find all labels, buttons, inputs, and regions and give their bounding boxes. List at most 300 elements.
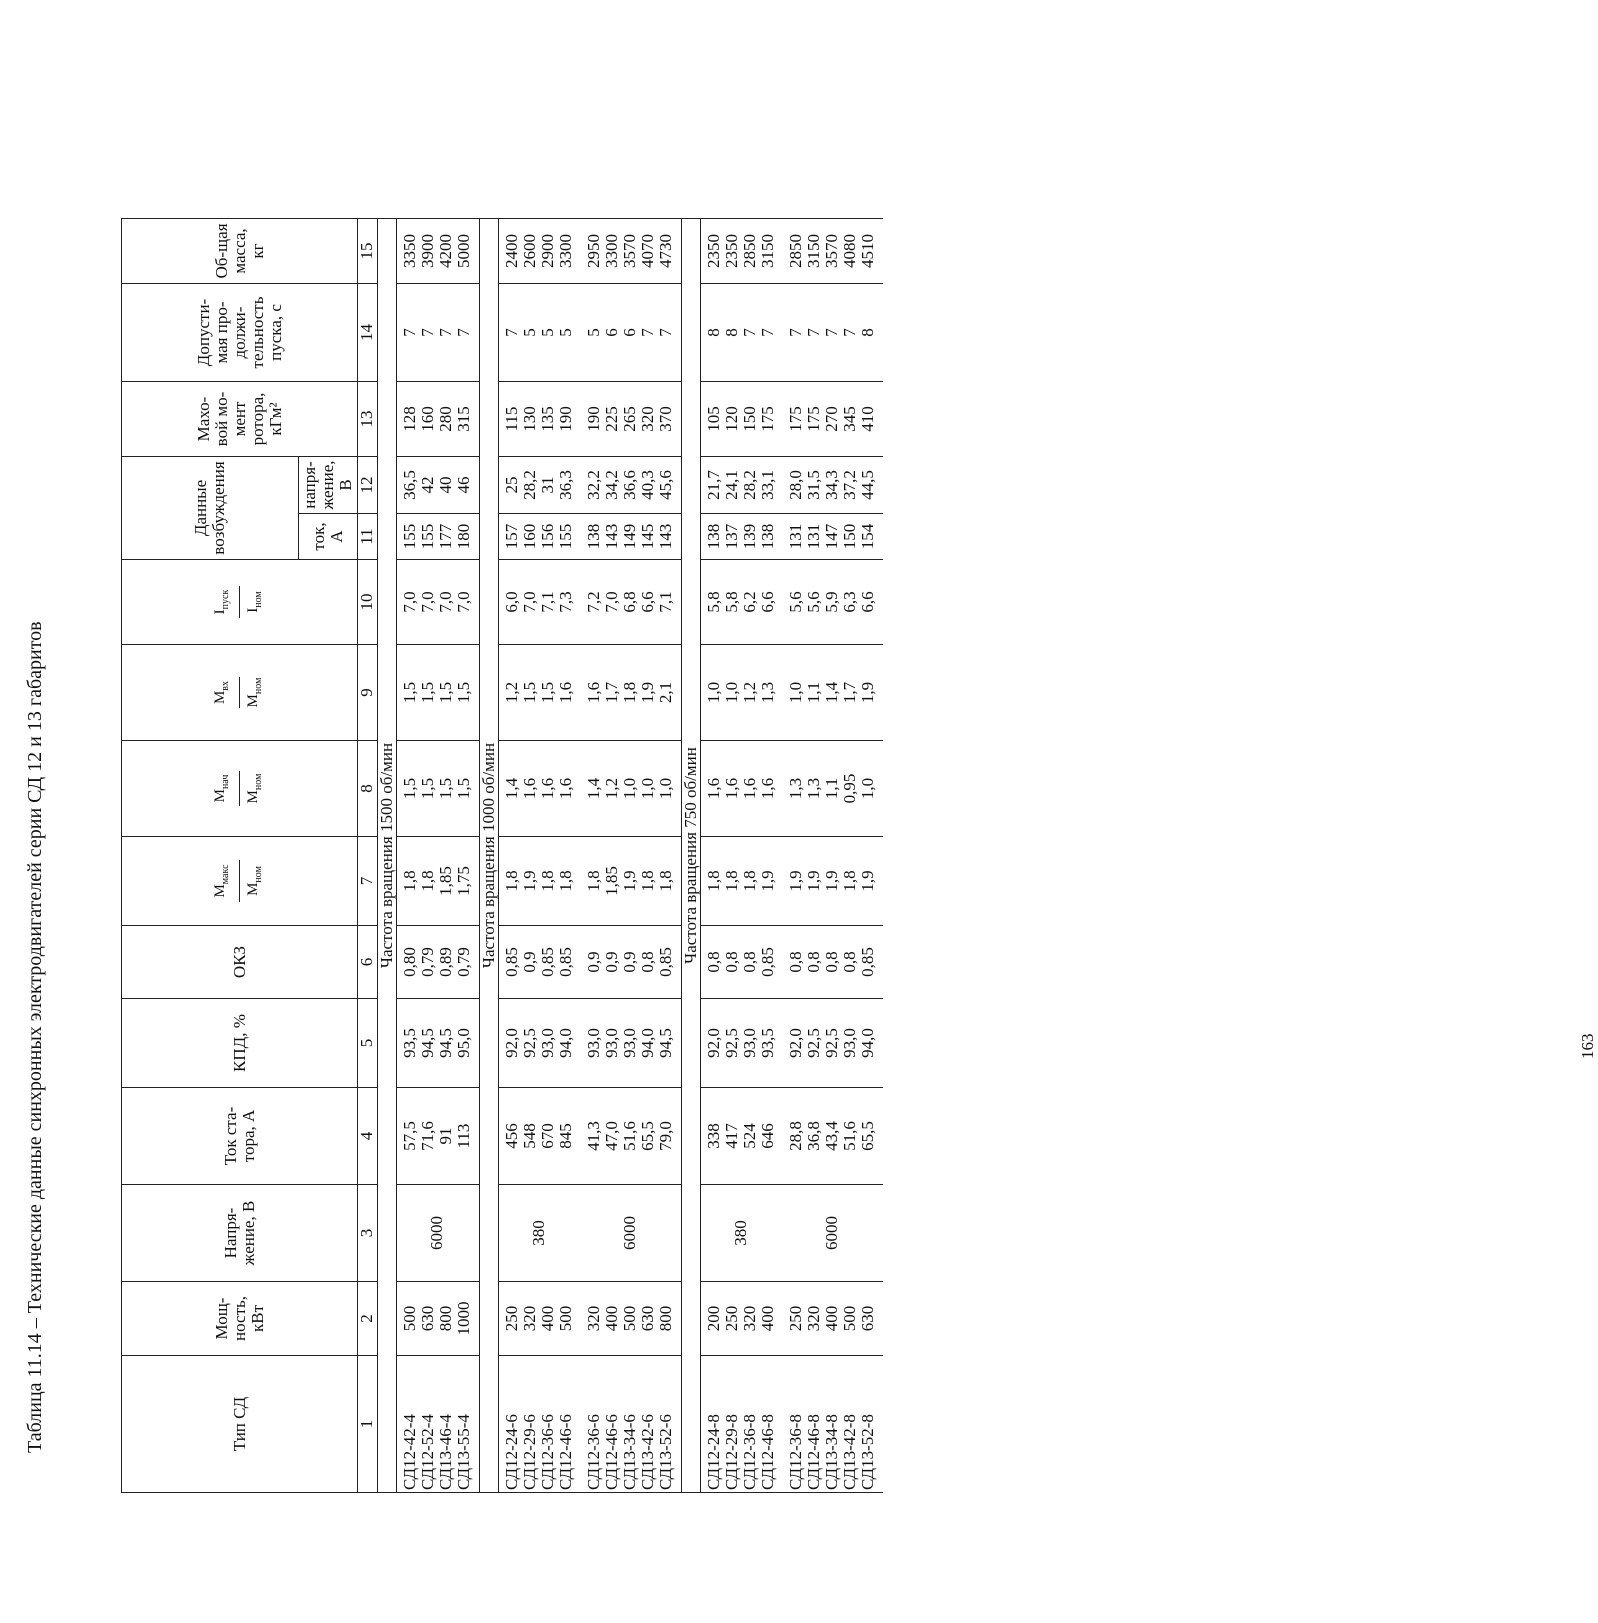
table-cell bbox=[581, 837, 682, 926]
cell-value: СД13-42-6 bbox=[638, 1414, 657, 1490]
table-cell bbox=[701, 1088, 784, 1185]
cell-value: СД12-46-6 bbox=[602, 1414, 621, 1490]
cell-value: 7,0 bbox=[520, 591, 539, 613]
cell-value: 320 bbox=[804, 1305, 823, 1332]
table-cell bbox=[499, 1356, 582, 1493]
cell-value: 92,0 bbox=[786, 1028, 805, 1058]
cell-value: 7 bbox=[804, 328, 823, 337]
cell-value: 370 bbox=[656, 406, 675, 432]
cell-value: 1,6 bbox=[740, 777, 759, 800]
cell-value: СД12-42-4 bbox=[400, 1414, 419, 1490]
header-min-ratio: $М_{вх}$ $М_{ном}$ bbox=[122, 645, 358, 741]
cell-value: 5000 bbox=[454, 234, 473, 268]
cell-value: 2350 bbox=[722, 234, 741, 268]
cell-value: 95,0 bbox=[454, 1028, 473, 1058]
table-cell bbox=[783, 1356, 883, 1493]
cell-value: СД13-42-8 bbox=[840, 1414, 859, 1490]
cell-value: 1,8 bbox=[538, 870, 557, 892]
table-cell bbox=[783, 514, 883, 560]
table-cell bbox=[499, 741, 582, 837]
cell-value: 0,8 bbox=[740, 951, 759, 973]
table-cell bbox=[701, 926, 784, 999]
cell-value: 149 bbox=[620, 523, 639, 550]
section-header-row bbox=[682, 219, 701, 1493]
cell-value: 28,0 bbox=[786, 470, 805, 500]
cell-value: 0,8 bbox=[822, 951, 841, 973]
cell-value: 190 bbox=[556, 406, 575, 432]
cell-value: 0,85 bbox=[758, 947, 777, 977]
table-cell bbox=[581, 560, 682, 645]
cell-value: 2,1 bbox=[656, 681, 675, 704]
cell-value: 1,8 bbox=[400, 870, 419, 892]
cell-value: 0,79 bbox=[418, 947, 437, 977]
cell-value: 93,5 bbox=[758, 1028, 777, 1058]
cell-value: 1,9 bbox=[638, 681, 657, 704]
cell-value: 3150 bbox=[758, 234, 777, 268]
section-title: Частота вращения 1500 об/мин bbox=[378, 219, 397, 1493]
cell-value: 1,5 bbox=[520, 681, 539, 704]
cell-value: 5,8 bbox=[704, 591, 723, 613]
header-istart-ratio: $I_{пуск}$ $I_{ном}$ bbox=[122, 560, 358, 645]
cell-value: 46 bbox=[454, 476, 473, 494]
cell-value: 92,5 bbox=[520, 1028, 539, 1058]
cell-value: 147 bbox=[822, 523, 841, 550]
cell-value: 6,6 bbox=[758, 591, 777, 613]
cell-value: 4510 bbox=[858, 234, 877, 268]
cell-value: 36,8 bbox=[804, 1121, 823, 1151]
cell-value: 2850 bbox=[740, 234, 759, 268]
column-number: 8 bbox=[358, 741, 378, 837]
table-cell bbox=[397, 645, 480, 741]
cell-value: 1,0 bbox=[704, 681, 723, 704]
table-cell bbox=[701, 999, 784, 1088]
header-mass: Об-щая масса, кг bbox=[122, 219, 358, 284]
cell-value: 7 bbox=[840, 328, 859, 337]
table-row bbox=[783, 219, 883, 1493]
cell-value: 92,0 bbox=[704, 1028, 723, 1058]
table-cell bbox=[783, 457, 883, 514]
cell-value: 1,0 bbox=[656, 777, 675, 800]
voltage-cell: 380 bbox=[701, 1185, 784, 1282]
cell-value: 1,5 bbox=[400, 681, 419, 704]
cell-value: 113 bbox=[454, 1123, 473, 1149]
table-cell bbox=[499, 382, 582, 457]
table-cell bbox=[499, 999, 582, 1088]
cell-value: 1,5 bbox=[538, 681, 557, 704]
cell-value: 34,3 bbox=[822, 470, 841, 500]
cell-value: 1,4 bbox=[502, 777, 521, 800]
table-cell bbox=[783, 219, 883, 284]
table-cell bbox=[397, 382, 480, 457]
cell-value: 630 bbox=[638, 1305, 657, 1332]
cell-value: 1,1 bbox=[804, 681, 823, 704]
table-cell bbox=[499, 560, 582, 645]
cell-value: 28,2 bbox=[740, 470, 759, 500]
cell-value: 280 bbox=[436, 406, 455, 432]
cell-value: 156 bbox=[538, 523, 557, 550]
cell-value: 225 bbox=[602, 406, 621, 432]
cell-value: 1,9 bbox=[858, 681, 877, 704]
cell-value: 0,85 bbox=[556, 947, 575, 977]
cell-value: 410 bbox=[858, 406, 877, 432]
cell-value: 36,3 bbox=[556, 470, 575, 500]
cell-value: 143 bbox=[656, 523, 675, 550]
row-group bbox=[499, 219, 582, 1493]
cell-value: 7 bbox=[638, 328, 657, 337]
cell-value: 51,6 bbox=[620, 1121, 639, 1151]
cell-value: 4730 bbox=[656, 234, 675, 268]
table-cell bbox=[701, 560, 784, 645]
cell-value: 41,3 bbox=[584, 1121, 603, 1151]
cell-value: 200 bbox=[704, 1305, 723, 1332]
table-cell bbox=[397, 1088, 480, 1185]
cell-value: 0,85 bbox=[858, 947, 877, 977]
cell-value: 400 bbox=[602, 1305, 621, 1332]
cell-value: 250 bbox=[786, 1305, 805, 1332]
cell-value: 51,6 bbox=[840, 1121, 859, 1151]
cell-value: 1,6 bbox=[722, 777, 741, 800]
cell-value: 3900 bbox=[418, 234, 437, 268]
cell-value: 7 bbox=[436, 328, 455, 337]
cell-value: 24,1 bbox=[722, 470, 741, 500]
cell-value: 0,85 bbox=[502, 947, 521, 977]
cell-value: 0,8 bbox=[786, 951, 805, 973]
cell-value: 150 bbox=[840, 523, 859, 550]
cell-value: 7 bbox=[454, 328, 473, 337]
cell-value: 1,85 bbox=[602, 866, 621, 896]
cell-value: 1,8 bbox=[502, 870, 521, 892]
cell-value: 91 bbox=[436, 1127, 455, 1145]
column-number: 10 bbox=[358, 560, 378, 645]
cell-value: 1,7 bbox=[602, 681, 621, 704]
cell-value: 7 bbox=[740, 328, 759, 337]
cell-value: 1,5 bbox=[454, 681, 473, 704]
table-cell bbox=[499, 457, 582, 514]
cell-value: 7 bbox=[400, 328, 419, 337]
cell-value: 25 bbox=[502, 476, 521, 494]
cell-value: 0,79 bbox=[454, 947, 473, 977]
specs-table bbox=[121, 218, 883, 1493]
table-row bbox=[701, 219, 784, 1493]
cell-value: 128 bbox=[400, 406, 419, 432]
cell-value: 150 bbox=[740, 406, 759, 432]
cell-value: 1,9 bbox=[786, 870, 805, 892]
cell-value: 5,9 bbox=[822, 591, 841, 613]
cell-value: 105 bbox=[704, 406, 723, 432]
table-cell bbox=[783, 926, 883, 999]
cell-value: 6,6 bbox=[638, 591, 657, 613]
column-number: 13 bbox=[358, 382, 378, 457]
table-cell bbox=[783, 741, 883, 837]
cell-value: 37,2 bbox=[840, 470, 859, 500]
cell-value: 175 bbox=[758, 406, 777, 432]
cell-value: 1,4 bbox=[584, 777, 603, 800]
header-start-time: Допусти-мая про-должи-тельность пуска, с bbox=[122, 284, 358, 382]
cell-value: 800 bbox=[656, 1305, 675, 1332]
table-row bbox=[499, 219, 582, 1493]
section-header-row bbox=[480, 219, 499, 1493]
cell-value: 0,8 bbox=[638, 951, 657, 973]
table-cell bbox=[581, 457, 682, 514]
cell-value: 265 bbox=[620, 406, 639, 432]
cell-value: 94,5 bbox=[436, 1028, 455, 1058]
cell-value: 0,9 bbox=[520, 951, 539, 973]
cell-value: 7 bbox=[822, 328, 841, 337]
cell-value: 1,85 bbox=[436, 866, 455, 896]
cell-value: 1,0 bbox=[722, 681, 741, 704]
table-cell bbox=[701, 284, 784, 382]
cell-value: СД12-24-8 bbox=[704, 1414, 723, 1490]
cell-value: 92,5 bbox=[804, 1028, 823, 1058]
cell-value: 5 bbox=[538, 328, 557, 337]
column-number: 15 bbox=[358, 219, 378, 284]
cell-value: 1,6 bbox=[758, 777, 777, 800]
cell-value: 1,8 bbox=[556, 870, 575, 892]
cell-value: 320 bbox=[584, 1305, 603, 1332]
cell-value: СД13-52-6 bbox=[656, 1414, 675, 1490]
cell-value: 8 bbox=[858, 328, 877, 337]
cell-value: 155 bbox=[418, 523, 437, 550]
cell-value: 2600 bbox=[520, 234, 539, 268]
cell-value: 33,1 bbox=[758, 470, 777, 500]
table-cell bbox=[783, 999, 883, 1088]
table-cell bbox=[581, 219, 682, 284]
header-stator-current: Ток ста-тора, А bbox=[122, 1088, 358, 1185]
cell-value: 93,0 bbox=[620, 1028, 639, 1058]
cell-value: 92,5 bbox=[722, 1028, 741, 1058]
table-cell bbox=[581, 1282, 682, 1356]
table-cell bbox=[701, 837, 784, 926]
cell-value: 1,2 bbox=[602, 777, 621, 800]
table-caption: Таблица 11.14 – Технические данные синхронных электродвигателей серии СД 12 и 13 габаритов bbox=[24, 621, 46, 1453]
cell-value: 1,5 bbox=[454, 777, 473, 800]
cell-value: 93,0 bbox=[602, 1028, 621, 1058]
cell-value: 7,0 bbox=[418, 591, 437, 613]
cell-value: 32,2 bbox=[584, 470, 603, 500]
cell-value: СД12-36-6 bbox=[584, 1414, 603, 1490]
cell-value: 1,3 bbox=[786, 777, 805, 800]
table-cell bbox=[783, 560, 883, 645]
cell-value: 1,5 bbox=[418, 681, 437, 704]
table-cell bbox=[499, 645, 582, 741]
cell-value: 7 bbox=[786, 328, 805, 337]
cell-value: 1,5 bbox=[418, 777, 437, 800]
cell-value: 7,1 bbox=[656, 591, 675, 613]
cell-value: 157 bbox=[502, 523, 521, 550]
cell-value: 21,7 bbox=[704, 470, 723, 500]
cell-value: 93,0 bbox=[538, 1028, 557, 1058]
table-cell bbox=[397, 926, 480, 999]
cell-value: 320 bbox=[520, 1305, 539, 1332]
header-excitation-voltage: напря-жение, В bbox=[299, 457, 358, 514]
table-cell bbox=[701, 1282, 784, 1356]
cell-value: 0,9 bbox=[620, 951, 639, 973]
column-number: 12 bbox=[358, 457, 378, 514]
cell-value: СД12-46-8 bbox=[804, 1414, 823, 1490]
cell-value: 47,0 bbox=[602, 1121, 621, 1151]
cell-value: 0,8 bbox=[704, 951, 723, 973]
cell-value: 1,8 bbox=[638, 870, 657, 892]
header-mstart-ratio: $М_{нач}$ $М_{ном}$ bbox=[122, 741, 358, 837]
column-number: 2 bbox=[358, 1282, 378, 1356]
cell-value: 1,8 bbox=[584, 870, 603, 892]
cell-value: 180 bbox=[454, 523, 473, 550]
table-cell bbox=[783, 284, 883, 382]
cell-value: 500 bbox=[556, 1305, 575, 1332]
column-number: 4 bbox=[358, 1088, 378, 1185]
cell-value: 139 bbox=[740, 523, 759, 550]
cell-value: 154 bbox=[858, 523, 877, 550]
table-cell bbox=[581, 999, 682, 1088]
cell-value: 1,6 bbox=[538, 777, 557, 800]
cell-value: 79,0 bbox=[656, 1121, 675, 1151]
cell-value: 45,6 bbox=[656, 470, 675, 500]
cell-value: 94,5 bbox=[656, 1028, 675, 1058]
cell-value: 92,5 bbox=[822, 1028, 841, 1058]
table-cell bbox=[499, 837, 582, 926]
header-excitation: Данные возбуждения bbox=[122, 457, 299, 560]
cell-value: 1,5 bbox=[400, 777, 419, 800]
cell-value: 6,6 bbox=[858, 591, 877, 613]
cell-value: 138 bbox=[704, 523, 723, 550]
cell-value: 500 bbox=[840, 1305, 859, 1332]
cell-value: 315 bbox=[454, 406, 473, 432]
cell-value: 1,6 bbox=[556, 681, 575, 704]
cell-value: 7,0 bbox=[602, 591, 621, 613]
cell-value: 8 bbox=[722, 328, 741, 337]
cell-value: 3570 bbox=[822, 234, 841, 268]
cell-value: 71,6 bbox=[418, 1121, 437, 1151]
cell-value: 1,0 bbox=[638, 777, 657, 800]
cell-value: 1,9 bbox=[520, 870, 539, 892]
cell-value: 1,6 bbox=[520, 777, 539, 800]
column-numbers-row bbox=[358, 219, 378, 1493]
cell-value: 93,0 bbox=[584, 1028, 603, 1058]
table-cell bbox=[499, 219, 582, 284]
cell-value: 7 bbox=[758, 328, 777, 337]
cell-value: 7,0 bbox=[436, 591, 455, 613]
cell-value: 6,3 bbox=[840, 591, 859, 613]
cell-value: 630 bbox=[418, 1305, 437, 1332]
cell-value: СД12-46-6 bbox=[556, 1414, 575, 1490]
cell-value: 1,75 bbox=[454, 866, 473, 896]
cell-value: 250 bbox=[722, 1305, 741, 1332]
cell-value: 40 bbox=[436, 476, 455, 494]
table-row bbox=[581, 219, 682, 1493]
table-cell bbox=[701, 457, 784, 514]
cell-value: 646 bbox=[758, 1123, 777, 1149]
cell-value: 190 bbox=[584, 406, 603, 432]
cell-value: 800 bbox=[436, 1305, 455, 1332]
cell-value: 7 bbox=[418, 328, 437, 337]
cell-value: 1,8 bbox=[620, 681, 639, 704]
cell-value: 338 bbox=[704, 1123, 723, 1149]
table-cell bbox=[581, 926, 682, 999]
cell-value: СД12-36-6 bbox=[538, 1414, 557, 1490]
cell-value: 0,85 bbox=[656, 947, 675, 977]
table-cell bbox=[701, 514, 784, 560]
cell-value: 40,3 bbox=[638, 470, 657, 500]
cell-value: 7,0 bbox=[400, 591, 419, 613]
cell-value: 130 bbox=[520, 406, 539, 432]
table-cell bbox=[581, 1356, 682, 1493]
cell-value: 94,0 bbox=[858, 1028, 877, 1058]
table-cell bbox=[499, 1282, 582, 1356]
cell-value: 177 bbox=[436, 523, 455, 550]
cell-value: 93,5 bbox=[400, 1028, 419, 1058]
table-cell bbox=[397, 457, 480, 514]
cell-value: 5 bbox=[520, 328, 539, 337]
column-number: 6 bbox=[358, 926, 378, 999]
cell-value: 2950 bbox=[584, 234, 603, 268]
cell-value: СД12-24-6 bbox=[502, 1414, 521, 1490]
cell-value: 6,2 bbox=[740, 591, 759, 613]
cell-value: 160 bbox=[418, 406, 437, 432]
table-cell bbox=[581, 382, 682, 457]
cell-value: 34,2 bbox=[602, 470, 621, 500]
header-excitation-current: ток, А bbox=[299, 514, 358, 560]
cell-value: 28,2 bbox=[520, 470, 539, 500]
cell-value: 500 bbox=[400, 1305, 419, 1332]
cell-value: 630 bbox=[858, 1305, 877, 1332]
table-cell bbox=[581, 1088, 682, 1185]
cell-value: 65,5 bbox=[858, 1121, 877, 1151]
table-cell bbox=[397, 560, 480, 645]
cell-value: 0,8 bbox=[840, 951, 859, 973]
column-number: 9 bbox=[358, 645, 378, 741]
cell-value: 131 bbox=[786, 523, 805, 550]
cell-value: 3150 bbox=[804, 234, 823, 268]
cell-value: 548 bbox=[520, 1123, 539, 1149]
cell-value: 0,80 bbox=[400, 947, 419, 977]
cell-value: 320 bbox=[740, 1305, 759, 1332]
cell-value: 4080 bbox=[840, 234, 859, 268]
table-cell bbox=[783, 837, 883, 926]
table-cell bbox=[581, 741, 682, 837]
cell-value: 400 bbox=[758, 1305, 777, 1332]
table-cell bbox=[397, 514, 480, 560]
table-cell bbox=[397, 999, 480, 1088]
cell-value: 0,8 bbox=[722, 951, 741, 973]
column-number: 14 bbox=[358, 284, 378, 382]
cell-value: 320 bbox=[638, 406, 657, 432]
cell-value: 1,6 bbox=[556, 777, 575, 800]
section-title: Частота вращения 1000 об/мин bbox=[480, 219, 499, 1493]
cell-value: 1,6 bbox=[584, 681, 603, 704]
cell-value: 57,5 bbox=[400, 1121, 419, 1151]
header-efficiency: КПД, % bbox=[122, 999, 358, 1088]
table-cell bbox=[783, 382, 883, 457]
cell-value: 7,2 bbox=[584, 591, 603, 613]
cell-value: 400 bbox=[822, 1305, 841, 1332]
table-cell bbox=[581, 284, 682, 382]
cell-value: 5,6 bbox=[786, 591, 805, 613]
cell-value: 0,9 bbox=[584, 951, 603, 973]
cell-value: 36,5 bbox=[400, 470, 419, 500]
cell-value: 8 bbox=[704, 328, 723, 337]
column-number: 1 bbox=[358, 1356, 378, 1493]
cell-value: 1,9 bbox=[822, 870, 841, 892]
table-cell bbox=[783, 645, 883, 741]
cell-value: 1,9 bbox=[858, 870, 877, 892]
rotated-page bbox=[0, 30, 1597, 1605]
cell-value: 6 bbox=[620, 328, 639, 337]
cell-value: 92,0 bbox=[502, 1028, 521, 1058]
cell-value: 2400 bbox=[502, 234, 521, 268]
cell-value: 175 bbox=[786, 406, 805, 432]
row-group bbox=[783, 219, 883, 1493]
cell-value: 1,8 bbox=[704, 870, 723, 892]
